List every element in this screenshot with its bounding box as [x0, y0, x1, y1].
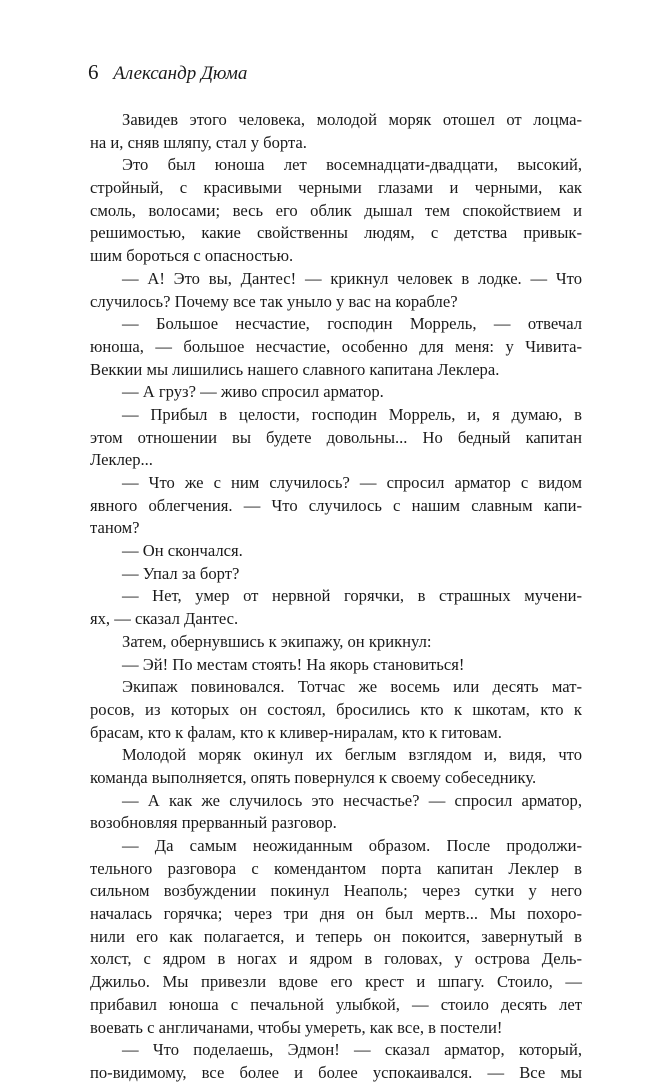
text-line: случилось? Почему все так уныло у вас на корабле? — [90, 291, 458, 311]
text-line: на и, сняв шляпу, стал у борта. — [90, 132, 307, 152]
text-line: Джильо. Мы привезли вдове его крест и шпагу. Стоило, — — [90, 972, 582, 992]
text-line: — Большое несчастие, господин Моррель, — отвечал — [122, 314, 582, 334]
text-line: сильном возбуждении покинул Неаполь; через сутки у него — [90, 881, 582, 901]
text-line: таном? — [90, 518, 140, 538]
text-line: Экипаж повиновался. Тотчас же восемь или десять мат- — [122, 677, 582, 697]
text-line: Затем, обернувшись к экипажу, он крикнул: — [122, 631, 432, 651]
text-line: — Эй! По местам стоять! На якорь становиться! — [122, 654, 465, 674]
text-line: по-видимому, все более и более успокаивался. — Все мы — [90, 1062, 582, 1082]
text-line: брасам, кто к фалам, кто к кливер-ниралам, кто к гитовам. — [90, 722, 502, 742]
text-line: ях, — сказал Дантес. — [90, 609, 239, 629]
text-line: нили его как полагается, и теперь он покоится, завернутый в — [90, 926, 582, 946]
text-line: — Что же с ним случилось? — спросил арматор с видом — [122, 473, 582, 492]
body-text — [90, 109, 582, 1085]
text-line: явного облегчения. — Что случилось с нашим славным капи- — [90, 495, 582, 515]
text-line: тельного разговора с комендантом порта капитан Леклер в — [90, 858, 582, 878]
text-line: стройный, с красивыми черными глазами и черными, как — [90, 178, 582, 198]
page-number: 6 — [88, 60, 99, 84]
text-line: шим бороться с опасностью. — [90, 246, 294, 266]
text-line: — Он скончался. — [122, 541, 243, 561]
text-line: команда выполняется, опять повернулся к своему собеседнику. — [90, 767, 537, 787]
text-line: прибавил юноша с печальной улыбкой, — стоило десять лет — [90, 994, 582, 1014]
text-line: началась горячка; через три дня он был мертв... Мы похоро- — [90, 904, 582, 924]
text-line: воевать с англичанами, чтобы умереть, как все, в постели! — [90, 1017, 503, 1037]
text-line: — Упал за борт? — [122, 563, 240, 583]
text-line: этом отношении вы будете довольны... Но бедный капитан — [90, 427, 582, 447]
running-header-author: Александр Дюма — [113, 63, 248, 84]
text-line: возобновляя прерванный разговор. — [90, 813, 337, 833]
text-line: Молодой моряк окинул их беглым взглядом и, видя, что — [122, 745, 582, 765]
text-line: решимостью, какие свойственны людям, с детства привык- — [90, 223, 582, 243]
text-line: — Нет, умер от нервной горячки, в страшных мучени- — [122, 586, 582, 606]
text-line: — Да самым неожиданным образом. После продолжи- — [122, 836, 582, 855]
text-line: юноша, — большое несчастие, особенно для меня: у Чивита- — [90, 336, 582, 356]
text-line: — А груз? — живо спросил арматор. — [122, 382, 384, 402]
text-line: росов, из которых он состоял, бросились кто к шкотам, кто к — [90, 699, 582, 719]
text-line: смоль, волосами; весь его облик дышал тем спокойствием и — [90, 200, 582, 220]
text-line: Веккии мы лишились нашего славного капитана Леклера. — [90, 359, 500, 379]
text-line: — Что поделаешь, Эдмон! — сказал арматор, который, — [122, 1040, 582, 1060]
text-line: — Прибыл в целости, господин Моррель, и, я думаю, в — [122, 404, 582, 424]
text-line: Леклер... — [90, 450, 153, 470]
text-line: Завидев этого человека, молодой моряк отошел от лоцма- — [122, 110, 582, 129]
running-header — [88, 60, 247, 86]
text-line: холст, с ядром в ногах и ядром в головах, у острова Дель- — [90, 949, 582, 969]
text-line: — А как же случилось это несчастье? — спросил арматор, — [122, 790, 582, 810]
text-line: — А! Это вы, Дантес! — крикнул человек в лодке. — Что — [122, 268, 582, 288]
text-line: Это был юноша лет восемнадцати-двадцати, высокий, — [122, 155, 582, 175]
